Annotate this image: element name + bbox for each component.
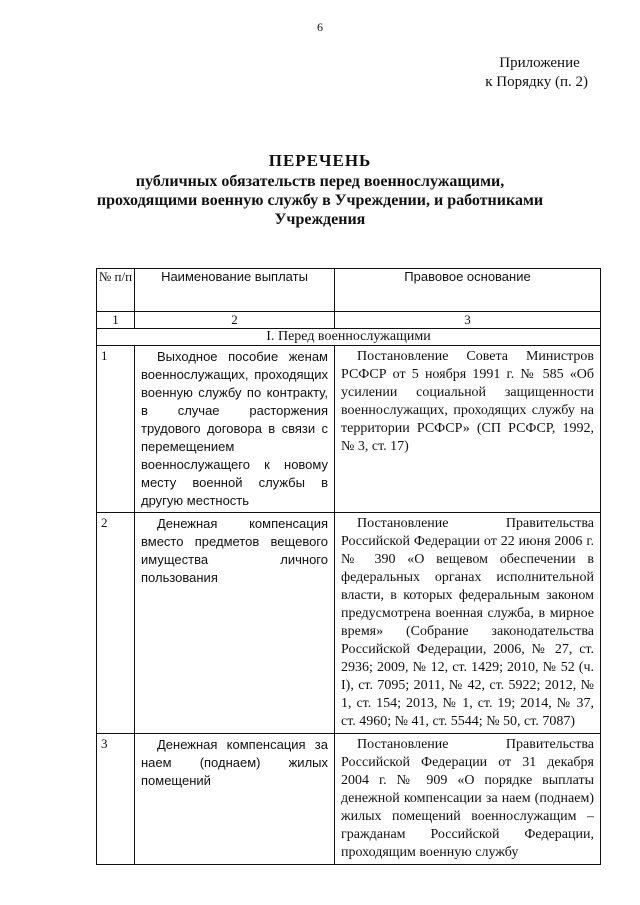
section-row: [97, 329, 601, 346]
column-index-2: 2: [135, 312, 335, 329]
row-legal-basis: Постановление Правительства Российской Федерации от 31 декабря 2004 г. № 909 «О порядке выплаты денежной компенсации за наем (поднаем) жилых помещений военнослужащим – гражданам Российской Федерации, проходящим военную службу: [335, 734, 601, 865]
table-row: [97, 734, 601, 865]
row-legal-basis: Постановление Совета Министров РСФСР от 5 ноября 1991 г. № 585 «Об усилении социальной защищенности военнослужащих, проходящих службу на территории РСФСР» (СП РСФСР, 1992, № 3, ст. 17): [335, 346, 601, 513]
column-index-row: [97, 312, 601, 329]
table-row: [97, 513, 601, 734]
table-row: [97, 346, 601, 513]
row-payment-name: Денежная компенсация вместо предметов вещевого имущества личного пользования: [135, 513, 335, 734]
row-payment-name: Выходное пособие женам военнослужащих, проходящих военную службу по контракту, в случае расторжения трудового договора в связи с перемещением военнослужащего к новому месту военной службы в другую местность: [135, 346, 335, 513]
section-title: I. Перед военнослужащими: [97, 329, 601, 346]
page-number: 6: [317, 20, 323, 34]
column-index-3: 3: [335, 312, 601, 329]
column-index-1: 1: [97, 312, 135, 329]
row-payment-name: Денежная компенсация за наем (поднаем) жилых помещений: [135, 734, 335, 865]
header-num: № п/п: [97, 269, 135, 312]
appendix-note: [485, 54, 588, 92]
heading-line-3: Учреждения: [274, 211, 366, 228]
row-num: 3: [97, 734, 135, 865]
row-num: 2: [97, 513, 135, 734]
appendix-line-2: к Порядку (п. 2): [485, 74, 588, 90]
heading-line-2: проходящими военную службу в Учреждении, и работниками: [96, 192, 544, 209]
row-legal-basis: Постановление Правительства Российской Федерации от 22 июня 2006 г. № 390 «О вещевом обеспечении в федеральных органах исполнительной власти, в которых федеральным законом предусмотрена военная служба, в мирное время» (Собрание законодательства Российской Федерации, 2006, № 27, ст. 2936; 2009, № 12, ст. 1429; 2010, № 52 (ч. I), ст. 7095; 2011, № 42, ст. 5922; 2012, № 1, ст. 154; 2013, № 1, ст. 19; 2014, № 37, ст. 4960; № 41, ст. 5544; № 50, ст. 7087): [335, 513, 601, 734]
document-heading: [80, 151, 560, 229]
header-name: Наименование выплаты: [135, 269, 335, 312]
row-num: 1: [97, 346, 135, 513]
obligations-table: [96, 268, 601, 865]
appendix-line-1: Приложение: [499, 55, 580, 71]
document-title: ПЕРЕЧЕНЬ: [268, 151, 372, 170]
table-header-row: [97, 269, 601, 312]
heading-line-1: публичных обязательств перед военнослужащими,: [135, 173, 505, 190]
header-basis: Правовое основание: [335, 269, 601, 312]
